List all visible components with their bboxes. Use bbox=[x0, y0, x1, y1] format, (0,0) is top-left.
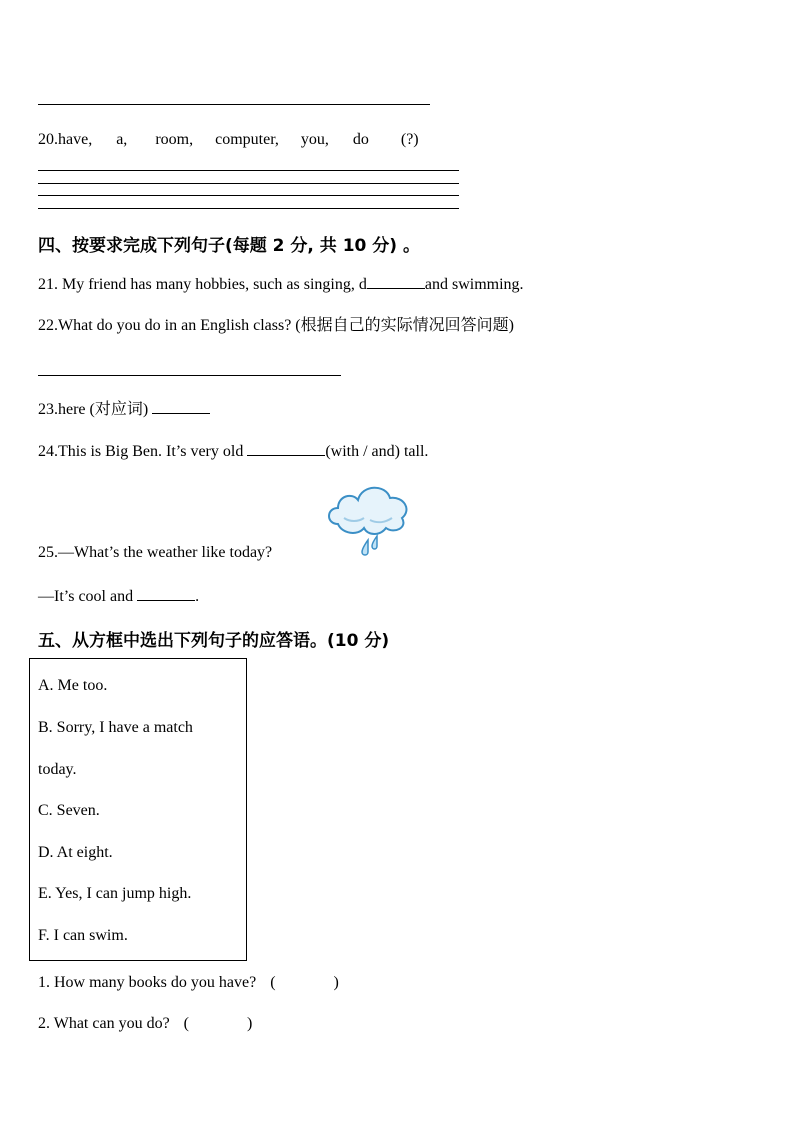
q20-answer-line[interactable] bbox=[38, 208, 459, 209]
q22: 22.What do you do in an English class? (根据自己的实际情况回答问题) bbox=[38, 317, 514, 334]
q25-answer-suffix: . bbox=[195, 588, 200, 605]
section5-heading: 五、从方框中选出下列句子的应答语。(10 分) bbox=[38, 631, 390, 651]
q21-prefix: 21. My friend has many hobbies, such as singing, d bbox=[38, 276, 367, 293]
s5-question-1-answer[interactable]: ( ) bbox=[270, 974, 339, 991]
q20-word: you, bbox=[300, 131, 329, 148]
q25-answer bbox=[38, 586, 199, 607]
q20-answer-line[interactable] bbox=[38, 183, 459, 184]
option-b: B. Sorry, I have a match bbox=[38, 719, 193, 736]
section4-heading: 四、按要求完成下列句子(每题 2 分, 共 10 分) 。 bbox=[38, 236, 420, 256]
option-d: D. At eight. bbox=[38, 844, 113, 861]
q20-word: (?) bbox=[400, 131, 419, 148]
q20-word: have, bbox=[58, 131, 93, 148]
q20-word: room, bbox=[155, 131, 194, 148]
q25-question: 25.—What’s the weather like today? bbox=[38, 544, 273, 561]
q20-answer-line[interactable] bbox=[38, 195, 459, 196]
q20-word: do bbox=[352, 131, 369, 148]
q23 bbox=[38, 399, 210, 420]
option-a: A. Me too. bbox=[38, 677, 108, 694]
option-e: E. Yes, I can jump high. bbox=[38, 885, 192, 902]
q23-text: 23.here (对应词) bbox=[38, 401, 149, 418]
q20-answer-line[interactable] bbox=[38, 170, 459, 171]
s5-question-2-answer[interactable]: ( ) bbox=[183, 1015, 253, 1032]
q20-prompt bbox=[38, 130, 419, 150]
s5-question-1-text: 1. How many books do you have? bbox=[38, 974, 257, 991]
q25-blank[interactable] bbox=[137, 586, 195, 601]
q24-prefix: 24.This is Big Ben. It’s very old bbox=[38, 443, 248, 460]
q21 bbox=[38, 274, 524, 295]
s5-question-1 bbox=[38, 973, 339, 993]
q24-blank[interactable] bbox=[247, 441, 325, 456]
option-c: C. Seven. bbox=[38, 802, 100, 819]
q20-word: computer, bbox=[215, 131, 279, 148]
q20-word: a, bbox=[116, 131, 128, 148]
options-box bbox=[29, 658, 247, 961]
s5-question-2-text: 2. What can you do? bbox=[38, 1015, 170, 1032]
q21-suffix: and swimming. bbox=[424, 276, 524, 293]
q24-suffix: (with / and) tall. bbox=[325, 443, 429, 460]
q25-answer-prefix: —It’s cool and bbox=[38, 588, 138, 605]
s5-question-2 bbox=[38, 1014, 252, 1034]
q21-blank[interactable] bbox=[367, 274, 425, 289]
q19-answer-line[interactable] bbox=[38, 104, 430, 105]
option-b-continued: today. bbox=[38, 761, 77, 778]
option-f: F. I can swim. bbox=[38, 927, 128, 944]
rain-cloud-icon bbox=[324, 478, 412, 562]
q20-number: 20. bbox=[38, 131, 58, 148]
q24 bbox=[38, 441, 428, 462]
q23-blank[interactable] bbox=[152, 399, 210, 414]
q22-answer-line[interactable] bbox=[38, 375, 341, 376]
